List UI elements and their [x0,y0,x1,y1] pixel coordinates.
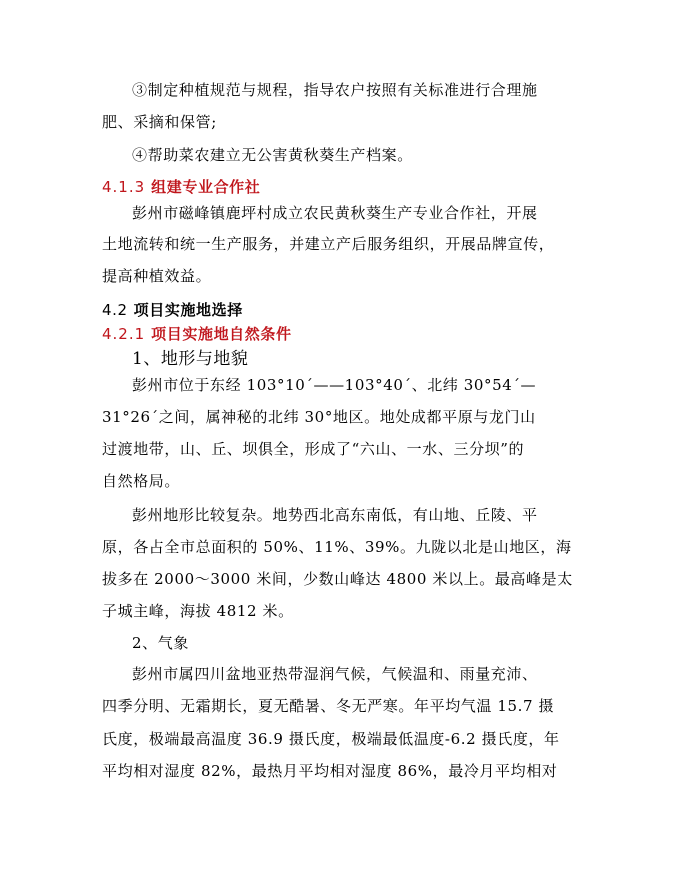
item-3-line-2: 肥、采摘和保管; [102,113,217,131]
item-4: ④帮助菜农建立无公害黄秋葵生产档案。 [132,146,413,164]
paragraph-line: 过渡地带，山、丘、坝俱全，形成了“六山、一水、三分坝”的 [102,440,525,458]
paragraph-line: 彭州市属四川盆地亚热带湿润气候，气候温和、雨量充沛、 [132,665,538,683]
paragraph-line: 子城主峰，海拔 4812 米。 [102,602,294,620]
section-title: 项目实施地自然条件 [151,325,292,343]
paragraph-line: 拔多在 2000～3000 米间，少数山峰达 4800 米以上。最高峰是太 [102,570,573,588]
section-number: 4.2.1 [102,325,146,343]
climate-heading: 2、气象 [132,634,189,652]
section-number: 4.2 [102,301,128,319]
item-3-line-1: ③制定种植规范与规程，指导农户按照有关标准进行合理施 [132,81,538,99]
section-4-1-3-heading [102,177,260,197]
section-title: 组建专业合作社 [151,178,261,196]
paragraph-line: 平均相对湿度 82%，最热月平均相对湿度 86%，最冷月平均相对 [102,762,558,780]
paragraph-line: 自然格局。 [102,472,181,490]
paragraph-line: 氏度，极端最高温度 36.9 摄氏度，极端最低温度-6.2 摄氏度，年 [102,730,560,748]
paragraph-line: 31°26ˊ之间，属神秘的北纬 30°地区。地处成都平原与龙门山 [102,408,536,426]
paragraph-line: 原，各占全市总面积的 50%、11%、39%。九陇以北是山地区，海 [102,538,572,556]
terrain-heading: 1、地形与地貌 [132,349,249,369]
paragraph-line: 四季分明、无霜期长，夏无酷暑、冬无严寒。年平均气温 15.7 摄 [102,697,555,715]
paragraph-line: 土地流转和统一生产服务，并建立产后服务组织，开展品牌宣传， [102,235,555,253]
section-4-2-heading [102,300,243,320]
section-number: 4.1.3 [102,178,146,196]
paragraph-line: 彭州市磁峰镇鹿坪村成立农民黄秋葵生产专业合作社，开展 [132,204,538,222]
paragraph-line: 彭州地形比较复杂。地势西北高东南低，有山地、丘陵、平 [132,506,538,524]
section-title: 项目实施地选择 [133,301,243,319]
section-4-2-1-heading [102,324,292,344]
paragraph-line: 彭州市位于东经 103°10ˊ——103°40ˊ、北纬 30°54ˊ— [132,376,537,394]
paragraph-line: 提高种植效益。 [102,267,212,285]
